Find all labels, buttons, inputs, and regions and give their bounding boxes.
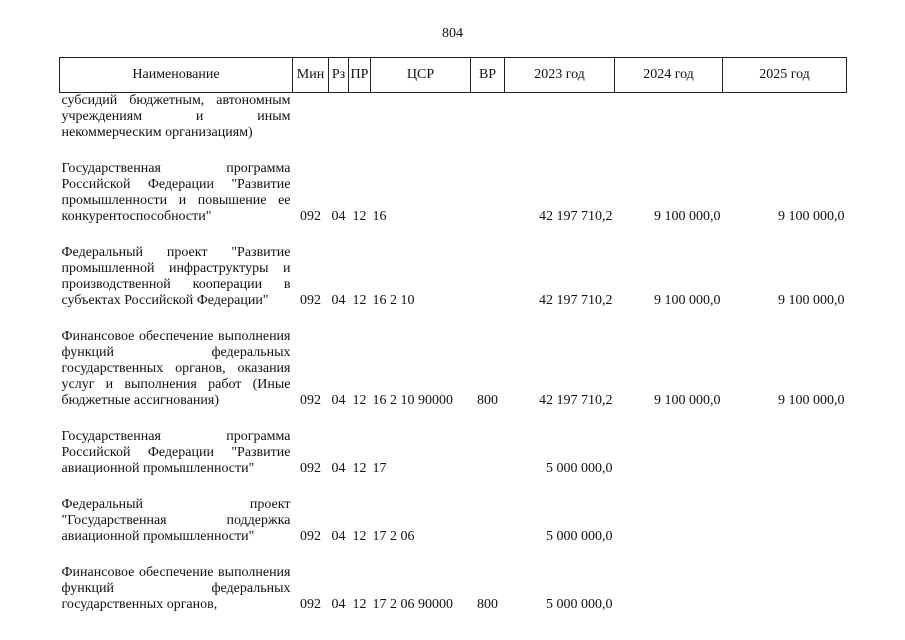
cell-min: 092 [300,293,321,308]
cell-csr: 17 [372,461,387,476]
cell-2024: 9 100 000,0 [654,209,721,224]
cell-2025: 9 100 000,0 [778,393,845,408]
table-row [60,477,847,545]
table-body [60,93,847,614]
cell-2023: 42 197 710,2 [539,393,613,408]
cell-min [293,93,329,142]
table-row [60,141,847,225]
cell-2023: 42 197 710,2 [539,293,613,308]
table-row [60,409,847,477]
table-row [60,225,847,309]
cell-vr [471,477,505,545]
header-name: Наименование [60,58,293,93]
cell-rz: 04 [331,597,346,612]
cell-2024: 9 100 000,0 [654,293,721,308]
header-min: Мин [293,58,329,93]
cell-2025 [723,545,847,613]
cell-name: Федеральный проект "Развитие промышленной инфраструктуры и производственной кооперации в субъектах Российской Федерации" [61,245,291,308]
cell-min: 092 [300,393,321,408]
cell-pr: 12 [352,529,367,544]
cell-2024 [615,545,723,613]
header-rz: Рз [329,58,349,93]
cell-pr: 12 [352,393,367,408]
cell-2024 [615,477,723,545]
cell-rz: 04 [331,293,346,308]
table-row [60,545,847,613]
cell-2023: 5 000 000,0 [546,461,613,476]
cell-2025 [723,93,847,142]
cell-2023: 42 197 710,2 [539,209,613,224]
cell-2023: 5 000 000,0 [546,597,613,612]
cell-csr [371,93,471,142]
cell-vr: 800 [477,393,498,408]
header-pr: ПР [349,58,371,93]
cell-rz: 04 [331,209,346,224]
cell-2025 [723,409,847,477]
table-header [60,58,847,93]
header-csr: ЦСР [371,58,471,93]
cell-vr [471,141,505,225]
cell-2024 [615,93,723,142]
cell-pr: 12 [352,461,367,476]
header-vr: ВР [471,58,505,93]
header-row [60,58,847,93]
table-row [60,309,847,409]
cell-2024 [615,409,723,477]
cell-2025 [723,477,847,545]
cell-2025: 9 100 000,0 [778,293,845,308]
cell-name: Финансовое обеспечение выполнения функций федеральных государственных органов, оказания услуг и выполнения работ (Иные бюджетные ассигнования) [61,329,291,408]
cell-name: Государственная программа Российской Федерации "Развитие авиационной промышленности" [61,429,291,476]
cell-rz: 04 [331,529,346,544]
cell-pr: 12 [352,293,367,308]
cell-csr: 17 2 06 90000 [372,597,453,612]
cell-name: Государственная программа Российской Федерации "Развитие промышленности и повышение ее конкурентоспособности" [61,161,291,224]
cell-rz [329,93,349,142]
budget-table [59,57,847,613]
cell-2024: 9 100 000,0 [654,393,721,408]
cell-vr: 800 [477,597,498,612]
cell-csr: 16 2 10 [372,293,415,308]
cell-name: субсидий бюджетным, автономным учреждениям и иным некоммерческим организациям) [61,93,291,140]
header-2024: 2024 год [615,58,723,93]
cell-vr [471,409,505,477]
cell-pr [349,93,371,142]
cell-2025: 9 100 000,0 [778,209,845,224]
page-number: 804 [442,26,463,41]
cell-rz: 04 [331,393,346,408]
cell-min: 092 [300,597,321,612]
cell-min: 092 [300,461,321,476]
cell-pr: 12 [352,209,367,224]
cell-csr: 16 [372,209,387,224]
cell-2023: 5 000 000,0 [546,529,613,544]
header-2023: 2023 год [505,58,615,93]
cell-pr: 12 [352,597,367,612]
cell-name: Финансовое обеспечение выполнения функций федеральных государственных органов, [61,565,291,612]
cell-vr [471,225,505,309]
cell-rz: 04 [331,461,346,476]
cell-csr: 17 2 06 [372,529,415,544]
table-row [60,93,847,142]
cell-min: 092 [300,209,321,224]
cell-name: Федеральный проект "Государственная поддержка авиационной промышленности" [61,497,291,544]
cell-vr [471,93,505,142]
cell-2023 [505,93,615,142]
header-2025: 2025 год [723,58,847,93]
cell-csr: 16 2 10 90000 [372,393,453,408]
cell-min: 092 [300,529,321,544]
